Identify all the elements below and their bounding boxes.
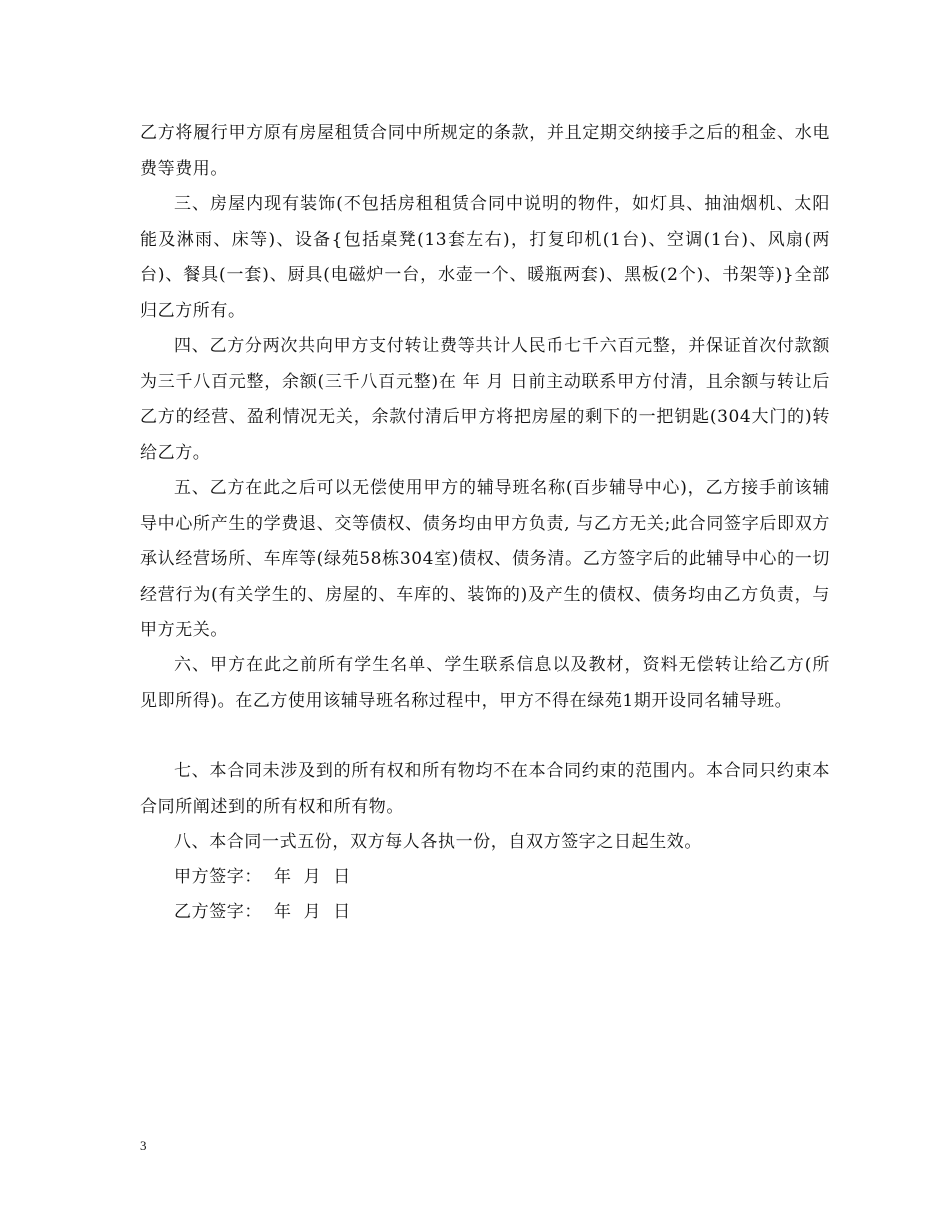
clause-6: 六、甲方在此之前所有学生名单、学生联系信息以及教材，资料无偿转让给乙方(所见即所得)。在乙方使用该辅导班名称过程中，甲方不得在绿苑1期开设同名辅导班。	[140, 655, 830, 711]
signature-line-party-b: 乙方签字： 年 月 日	[174, 902, 351, 922]
clause-8: 八、本合同一式五份，双方每人各执一份，自双方签字之日起生效。	[174, 832, 702, 852]
page-number: 3	[140, 1138, 147, 1153]
clause-4: 四、乙方分两次共向甲方支付转让费等共计人民币七千六百元整，并保证首次付款额为三千八百元整，余额(三千八百元整)在 年 月 日前主动联系甲方付清，且余额与转让后乙方的经营、盈利情况无关，余款付清后甲方将把房屋的剩下的一把钥匙(304大门的)转给乙方。	[140, 336, 830, 463]
clause-7: 七、本合同未涉及到的所有权和所有物均不在本合同约束的范围内。本合同只约束本合同所阐述到的所有权和所有物。	[140, 761, 830, 817]
signature-line-party-a: 甲方签字： 年 月 日	[174, 867, 351, 887]
paragraph-continuation: 乙方将履行甲方原有房屋租赁合同中所规定的条款，并且定期交纳接手之后的租金、水电费等费用。	[140, 123, 830, 179]
clause-3: 三、房屋内现有装饰(不包括房租租赁合同中说明的物件，如灯具、抽油烟机、太阳能及淋雨、床等)、设备{包括桌凳(13套左右)，打复印机(1台)、空调(1台)、风扇(两台)、餐具(一套)、厨具(电磁炉一台，水壶一个、暖瓶两套)、黑板(2个)、书架等)}全部归乙方所有。	[140, 194, 830, 321]
clause-5: 五、乙方在此之后可以无偿使用甲方的辅导班名称(百步辅导中心)，乙方接手前该辅导中心所产生的学费退、交等债权、债务均由甲方负责, 与乙方无关;此合同签字后即双方承认经营场所、车库等(绿苑58栋304室)债权、债务清。乙方签字后的此辅导中心的一切经营行为(有关学生的、房屋的、车库的、装饰的)及产生的债权、债务均由乙方负责，与甲方无关。	[140, 478, 830, 640]
